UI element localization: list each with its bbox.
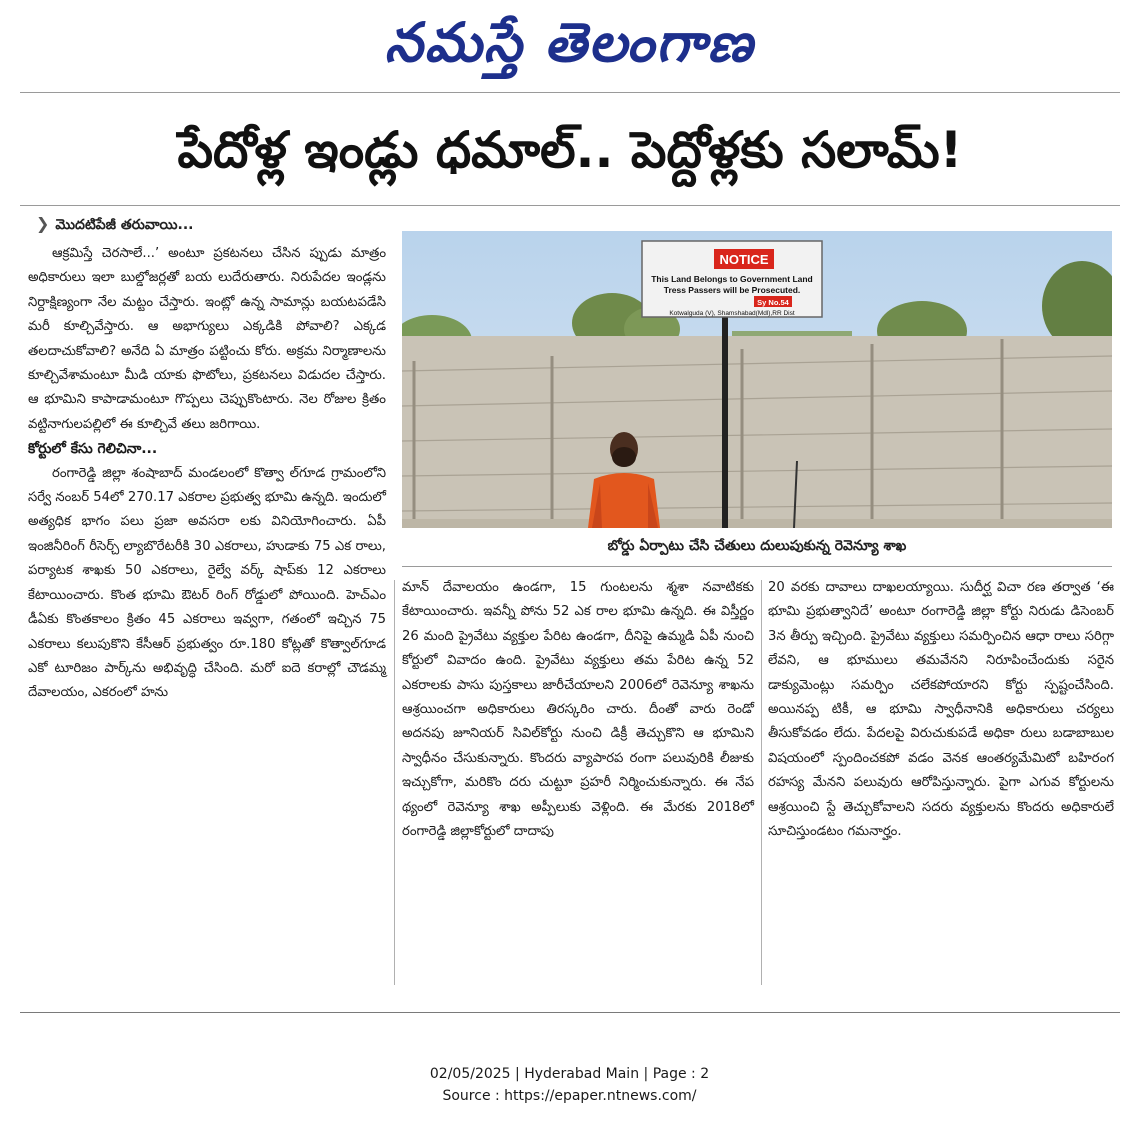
kicker	[36, 214, 194, 236]
article-column-1	[28, 242, 386, 706]
article-column-2	[402, 576, 754, 844]
intro-paragraph: ఆక్రమిస్తే చెరసాలే...’ అంటూ ప్రకటనలు చేసిన ప్పుడు మాత్రం అధికారులు ఇలా బుల్డోజర్లతో బయ లుదేరుతారు. నిరుపేదల ఇండ్లను నిర్దాక్షిణ్యంగా నేల మట్టం చేస్తారు. ఇంట్లో ఉన్న సామాన్లు బయటపడేసి మరీ కూల్చివేస్తారు. ఆ అభాగ్యులు ఎక్కడికి పోవాలి? ఎక్కడ తలదాచుకోవాలి? అనేది ఏ మాత్రం పట్టించు కోరు. అక్రమ నిర్మాణాలను కూల్చివేశామంటూ మీడి యాకు ఫొటోలు, ప్రకటనలు విడుదల చేస్తారు. ఆ భూమిని కాపాడామంటూ గొప్పలు చెప్పుకొంటారు. నెల రోజుల క్రితం వట్టినాగులపల్లిలో ఈ కూల్చివే తలు జరిగాయి.	[28, 246, 386, 432]
headline-rule	[20, 205, 1120, 206]
footer-rule	[20, 1012, 1120, 1013]
chevron-right-icon: ❯	[36, 214, 50, 233]
column-divider-1	[394, 580, 395, 985]
body-paragraph-2: మాన్ దేవాలయం ఉండగా, 15 గుంటలను శ్మశా నవాటికకు కేటాయించారు. ఇవన్నీ పోను 52 ఎక రాల భూమి ఉన్నది. ఈ విస్తీర్ణం 26 మంది ప్రైవేటు వ్యక్తుల పేరిట ఉండగా, దీనిపై ఉమ్మడి ఏపీ నుంచి కోర్టులో వివాదం ఉంది. ప్రైవేటు వ్యక్తులు తమ పేరిట ఉన్న 52 ఎకరాలకు పాసు పుస్తకాలు జారీచేయాలని 2006లో రెవెన్యూ శాఖను ఆశ్రయించగా అధికారులు తిరస్కరిం చారు. దీంతో వారు రెండో అదనపు జూనియర్ సివిల్‌కోర్టు నుంచి డిక్రీ తెచ్చుకొని ఆ భూమిని స్వాధీనం చేసుకున్నారు. కొందరు వ్యాపారప రంగా పలువురికి లీజుకు ఇచ్చుకోగా, మరికొం దరు చుట్టూ ప్రహరీ నిర్మించుకున్నారు. ఈ నేప థ్యంలో రెవెన్యూ శాఖ అప్పీలుకు వెళ్లింది. ఈ మేరకు 2018లో రంగారెడ్డి జిల్లాకోర్టులో దాదాపు	[402, 580, 754, 840]
sign-line-3: Sy No.54	[757, 298, 789, 307]
body-paragraph-1: రంగారెడ్డి జిల్లా శంషాబాద్ మండలంలో కొత్వా ల్‌గూడ గ్రామంలోని సర్వే నంబర్ 54లో 270.17 ఎకరాల ప్రభుత్వ భూమి ఉన్నది. ఇందులో అత్యధిక భాగం పలు ప్రజా అవసరా లకు వినియోగించారు. ఏపీ ఇంజినీరింగ్ రీసెర్చ్ ల్యాబొరేటరీకి 30 ఎకరాలు, హుడాకు 75 ఎక రాలు, పర్యాటక శాఖకు 50 ఎకరాలు, రైల్వే వర్క్ షాప్‌కు 12 ఎకరాలు కేటాయించారు. కొంత భూమి ఔటర్ రింగ్ రోడ్డులో పోయింది. హెచ్‌ఎం డీఏకు కొంతకాలం క్రితం 45 ఎకరాలు ఇవ్వగా, గతంలో ఇచ్చిన 75 ఎకరాలు కలుపుకొని కేసీఆర్ ప్రభుత్వం రూ.180 కోట్లతో కొత్వాల్‌గూడ ఎకో టూరిజం పార్క్‌ను అభివృద్ధి చేసింది. మరో ఐదె కరాల్లో చౌడమ్మ దేవాలయం, ఎకరంలో హను	[28, 465, 386, 701]
footer-date-line: 02/05/2025 | Hyderabad Main | Page : 2	[429, 1066, 710, 1082]
masthead-rule	[20, 92, 1120, 93]
photo-caption: బోర్డు ఏర్పాటు చేసి చేతులు దులుపుకున్న రెవెన్యూ శాఖ	[607, 538, 907, 554]
column-divider-2	[761, 580, 762, 985]
caption-rule	[402, 566, 1112, 567]
sign-line-2: Tress Passers will be Prosecuted.	[663, 285, 801, 295]
sign-line-1: This Land Belongs to Government Land	[651, 274, 813, 284]
headline: పేదోళ్ల ఇండ్లు ధమాల్.. పెద్దోళ్లకు సలామ్!	[177, 121, 963, 179]
sign-line-4: Kotwalguda (V), Shamshabad(Mdl),RR Dist	[669, 310, 795, 317]
kicker-text: మొదటిపేజీ తరువాయి...	[55, 217, 194, 233]
footer-source-line: Source : https://epaper.ntnews.com/	[442, 1088, 697, 1104]
masthead: నమస్తే తెలంగాణ	[384, 11, 755, 74]
body-paragraph-3: 20 వరకు దావాలు దాఖలయ్యాయి. సుదీర్ఘ విచా రణ తర్వాత ‘ఈ భూమి ప్రభుత్వానిదే’ అంటూ రంగారెడ్డి జిల్లా కోర్టు నిరుడు డిసెంబర్ 3న తీర్పు ఇచ్చింది. ప్రైవేటు వ్యక్తులు సమర్పించిన ఆధా రాలు సరిగ్గా లేవని, ఆ భూములు తమవేనని నిరూపించేందుకు సరైన డాక్యుమెంట్లు సమర్పిం చలేకపోయారని కోర్టు స్పష్టంచేసింది. అయినప్ప టికీ, ఆ భూమి స్వాధీనానికి అధికారులు చర్యలు తీసుకోవడం లేదు. పేదలపై విరుచుకుపడే అధికా రులు బడాబాబుల విషయంలో స్పందించకపో వడం వెనక ఆంతర్యమేమిటో బహిరంగ రహస్య మేనని పలువురు ఆరోపిస్తున్నారు. పైగా ఎగువ కోర్టులను ఆశ్రయించి స్టే తెచ్చుకోవాలని సదరు వ్యక్తులను కొందరు అధికారులే సూచిస్తుండటం గమనార్హం.	[768, 580, 1114, 840]
subhead: కోర్టులో కేసు గెలిచినా...	[28, 441, 158, 458]
sign-title: NOTICE	[719, 252, 769, 267]
news-photo	[402, 231, 1112, 528]
article-column-3	[768, 576, 1114, 844]
